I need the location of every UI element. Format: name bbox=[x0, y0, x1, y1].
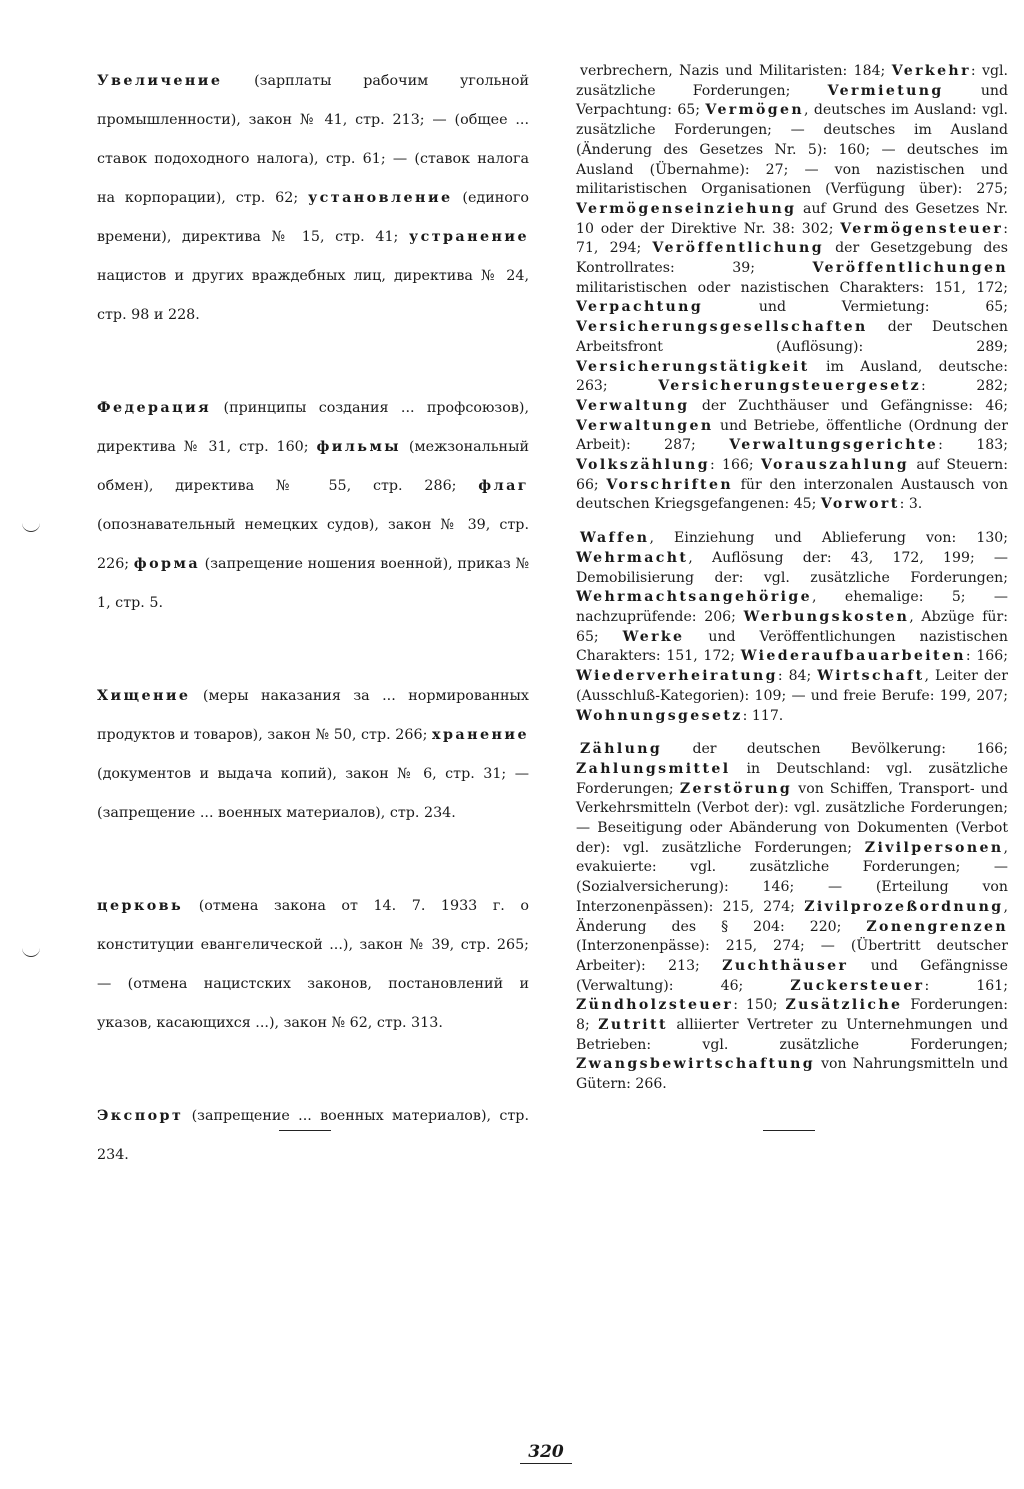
index-entry bbox=[576, 62, 1008, 515]
index-keyword: форма bbox=[133, 556, 201, 572]
index-text: (запрещение ... военных материалов), стр. 234. bbox=[97, 1108, 529, 1163]
index-keyword: Zonengrenzen bbox=[866, 918, 1008, 935]
index-text: auf Grund des Gesetzes Nr. 10 oder der Direktive Nr. 38: 302; bbox=[576, 200, 1008, 237]
index-text: , Auflösung der: 43, 172, 199; — Demobilisierung der: vgl. zusätzliche Forderungen; bbox=[576, 549, 1008, 586]
index-entry bbox=[97, 677, 529, 833]
index-text: militaristischen oder nazistischen Charakters: 151, 172; bbox=[576, 279, 1008, 296]
margin-mark bbox=[22, 519, 40, 532]
index-text: : 150; bbox=[733, 997, 786, 1014]
index-text: : 161; bbox=[924, 977, 1008, 994]
index-text: (документов и выдача копий), закон № 6, стр. 31; — (запрещение ... военных материалов), стр. 234. bbox=[97, 766, 529, 821]
index-entry bbox=[97, 389, 529, 623]
index-keyword: Zuchthäuser bbox=[722, 957, 849, 974]
index-text: auf Steuern: 66; bbox=[576, 457, 1009, 493]
index-keyword: Versicherungstätigkeit bbox=[576, 358, 810, 375]
index-keyword: Verwaltung bbox=[576, 397, 690, 414]
index-text: und Vermietung: 65; bbox=[703, 299, 1008, 316]
index-text: : 166; bbox=[965, 648, 1008, 665]
index-keyword: Экспорт bbox=[97, 1108, 184, 1124]
index-text: (межзональный обмен), директива № 55, стр. 286; bbox=[97, 439, 529, 494]
index-text: : 71, 294; bbox=[576, 220, 1008, 257]
margin-mark bbox=[22, 944, 40, 957]
index-text: und Verpachtung: 65; bbox=[576, 82, 1009, 119]
index-text: (единого времени), директива № 15, стр. 41; bbox=[97, 190, 529, 245]
index-keyword: Verpachtung bbox=[576, 299, 704, 316]
index-keyword: Vermögensteuer bbox=[840, 220, 1004, 237]
section-end-rule-right bbox=[763, 1130, 815, 1131]
index-text: : 282; bbox=[920, 378, 1008, 395]
index-keyword: Verwaltungen bbox=[576, 417, 714, 434]
index-entry bbox=[97, 1097, 529, 1175]
index-keyword: Wohnungsgesetz bbox=[576, 707, 743, 724]
index-text: für den interzonalen Austausch von deutschen Kriegsgefangenen: 45; bbox=[576, 476, 1008, 513]
index-text: (принципы создания ... профсоюзов), директива № 31, стр. 160; bbox=[97, 400, 529, 455]
index-keyword: Zwangsbewirtschaftung bbox=[576, 1056, 815, 1073]
index-keyword: Wirtschaft bbox=[817, 668, 925, 685]
index-text: (зарплаты рабочим угольной промышленности), закон № 41, стр. 213; — (общее ... ставок подоходного налога), стр. 61; — (ставок налога на корпорации), стр. 62; bbox=[97, 73, 529, 206]
index-keyword: Volkszählung bbox=[576, 457, 710, 474]
index-text: , Änderung des § 204: 220; bbox=[576, 898, 1008, 935]
page-number: 320 bbox=[520, 1441, 572, 1464]
section-end-rule-left bbox=[279, 1130, 331, 1131]
index-text: (меры наказания за ... нормированных продуктов и товаров), закон № 50, стр. 266; bbox=[97, 688, 529, 743]
index-keyword: Vorauszahlung bbox=[761, 457, 910, 474]
index-keyword: Wehrmacht bbox=[576, 549, 689, 566]
index-text: , Einziehung und Ablieferung von: 130; bbox=[649, 530, 1008, 547]
index-text: und Veröffentlichungen nazistischen Charakters: 151, 172; bbox=[576, 628, 1008, 665]
index-keyword: Zuckersteuer bbox=[790, 977, 925, 994]
index-text: : vgl. zusätzliche Forderungen; bbox=[576, 63, 1009, 99]
index-text: der Zuchthäuser und Gefängnisse: 46; bbox=[689, 397, 1008, 414]
index-text: im Ausland, deutsche: 263; bbox=[576, 358, 1008, 395]
index-keyword: Увеличение bbox=[97, 73, 223, 89]
index-keyword: Veröffentlichung bbox=[652, 240, 824, 257]
index-keyword: Vorwort bbox=[820, 496, 900, 513]
index-text: (запрещение ношения военной), приказ № 1, стр. 5. bbox=[97, 556, 529, 611]
index-keyword: Zivilprozeßordnung bbox=[804, 898, 1004, 915]
index-keyword: Федерация bbox=[97, 400, 212, 416]
index-keyword: Zählung bbox=[580, 741, 663, 758]
index-text: alliierter Vertreter zu Unternehmungen und Betrieben: vgl. zusätzliche Forderungen; bbox=[576, 1017, 1008, 1053]
index-keyword: церковь bbox=[97, 898, 184, 914]
index-keyword: Zerstörung bbox=[679, 780, 793, 797]
index-entry bbox=[97, 887, 529, 1043]
index-keyword: устранение bbox=[408, 229, 529, 245]
index-text: (отмена закона от 14. 7. 1933 г. о конституции евангелической ...), закон № 39, стр. 265; — (отмена нацистских законов, постановлений и указов, касающихся ...), закон № 62, стр. 313. bbox=[97, 898, 529, 1031]
index-text: verbrechern, Nazis und Militaristen: 184; bbox=[580, 63, 892, 79]
index-text: und Gefängnisse (Verwaltung): 46; bbox=[576, 957, 1008, 994]
index-text: : 3. bbox=[899, 496, 923, 513]
index-text: , deutsches im Ausland: vgl. zusätzliche Forderungen; — deutsches im Ausland (Änderung des Gesetzes Nr. 5): 160; — deutsches im Ausland (Übernahme): 27; — von nazistischen und militaristischen Organisationen (Verfügung über): 275; bbox=[576, 102, 1008, 198]
index-keyword: Wehrmachtsangehörige bbox=[576, 589, 813, 606]
left-column bbox=[97, 62, 529, 1175]
index-text: und Betriebe, öffentliche (Ordnung der Arbeit): 287; bbox=[576, 417, 1008, 454]
index-keyword: Vermögen bbox=[705, 102, 804, 119]
index-text: der deutschen Bevölkerung: 166; bbox=[662, 741, 1008, 758]
index-entry bbox=[97, 62, 529, 335]
index-keyword: Zivilpersonen bbox=[864, 839, 1004, 856]
index-keyword: Zusätzliche bbox=[785, 997, 903, 1014]
index-text: , Abzüge für: 65; bbox=[576, 608, 1008, 645]
index-keyword: Versicherungsteuergesetz bbox=[658, 378, 921, 395]
index-text: нацистов и других враждебных лиц, директива № 24, стр. 98 и 228. bbox=[97, 268, 529, 323]
index-keyword: Werke bbox=[622, 628, 685, 645]
index-text: von Schiffen, Transport- und Verkehrsmitteln (Verbot der): vgl. zusätzliche Forderungen; — Beseitigung oder Abänderung von Dokumenten (Verbot der): vgl. zusätzliche Forderungen; bbox=[576, 780, 1008, 856]
index-keyword: Хищение bbox=[97, 688, 191, 704]
index-text: : 183; bbox=[938, 437, 1008, 454]
index-keyword: фильмы bbox=[316, 439, 402, 455]
index-entry bbox=[576, 740, 1008, 1095]
right-column bbox=[576, 62, 1008, 1095]
index-keyword: Versicherungsgesellschaften bbox=[576, 319, 868, 336]
index-keyword: Waffen bbox=[580, 530, 650, 547]
index-keyword: Zahlungsmittel bbox=[576, 760, 731, 777]
index-text: von Nahrungsmitteln und Gütern: 266. bbox=[576, 1056, 1008, 1093]
index-keyword: Vorschriften bbox=[606, 476, 733, 493]
index-keyword: Vermietung bbox=[827, 82, 944, 99]
index-keyword: установление bbox=[308, 190, 453, 206]
index-text: , Leiter der (Ausschluß-Kategorien): 109; — und freie Berufe: 199, 207; bbox=[576, 668, 1008, 704]
index-keyword: флаг bbox=[478, 478, 529, 494]
index-keyword: Wiederaufbauarbeiten bbox=[740, 648, 966, 665]
index-text: der Gesetzgebung des Kontrollrates: 39; bbox=[576, 240, 1008, 277]
index-text: (опознавательный немецких судов), закон № 39, стр. 226; bbox=[97, 517, 529, 572]
index-keyword: Veröffentlichungen bbox=[812, 260, 1008, 277]
index-entry bbox=[576, 529, 1008, 726]
index-keyword: Vermögenseinziehung bbox=[576, 200, 797, 217]
index-text: : 117. bbox=[742, 707, 784, 724]
index-keyword: Verwaltungsgerichte bbox=[729, 437, 939, 454]
index-keyword: хранение bbox=[432, 727, 529, 743]
index-keyword: Zutritt bbox=[598, 1017, 668, 1034]
index-text: (Interzonenpässe): 215, 274; — (Übertritt deutscher Arbeiter): 213; bbox=[576, 938, 1008, 974]
index-text: in Deutschland: vgl. zusätzliche Forderungen; bbox=[576, 760, 1008, 797]
index-text: , ehemalige: 5; — nachzuprüfende: 206; bbox=[576, 589, 1008, 625]
index-text: Forderungen: 8; bbox=[576, 997, 1009, 1034]
index-text: : 84; bbox=[777, 668, 818, 685]
index-keyword: Zündholzsteuer bbox=[576, 997, 734, 1014]
index-keyword: Wiederverheiratung bbox=[576, 668, 778, 685]
index-keyword: Verkehr bbox=[891, 63, 971, 79]
index-keyword: Werbungskosten bbox=[743, 608, 910, 625]
index-text: , evakuierte: vgl. zusätzliche Forderungen; — (Sozialversicherung): 146; — (Erteilung von Interzonenpässen): 215, 274; bbox=[576, 839, 1008, 915]
index-text: der Deutschen Arbeitsfront (Auflösung): 289; bbox=[576, 319, 1008, 355]
index-text: : 166; bbox=[709, 457, 761, 474]
